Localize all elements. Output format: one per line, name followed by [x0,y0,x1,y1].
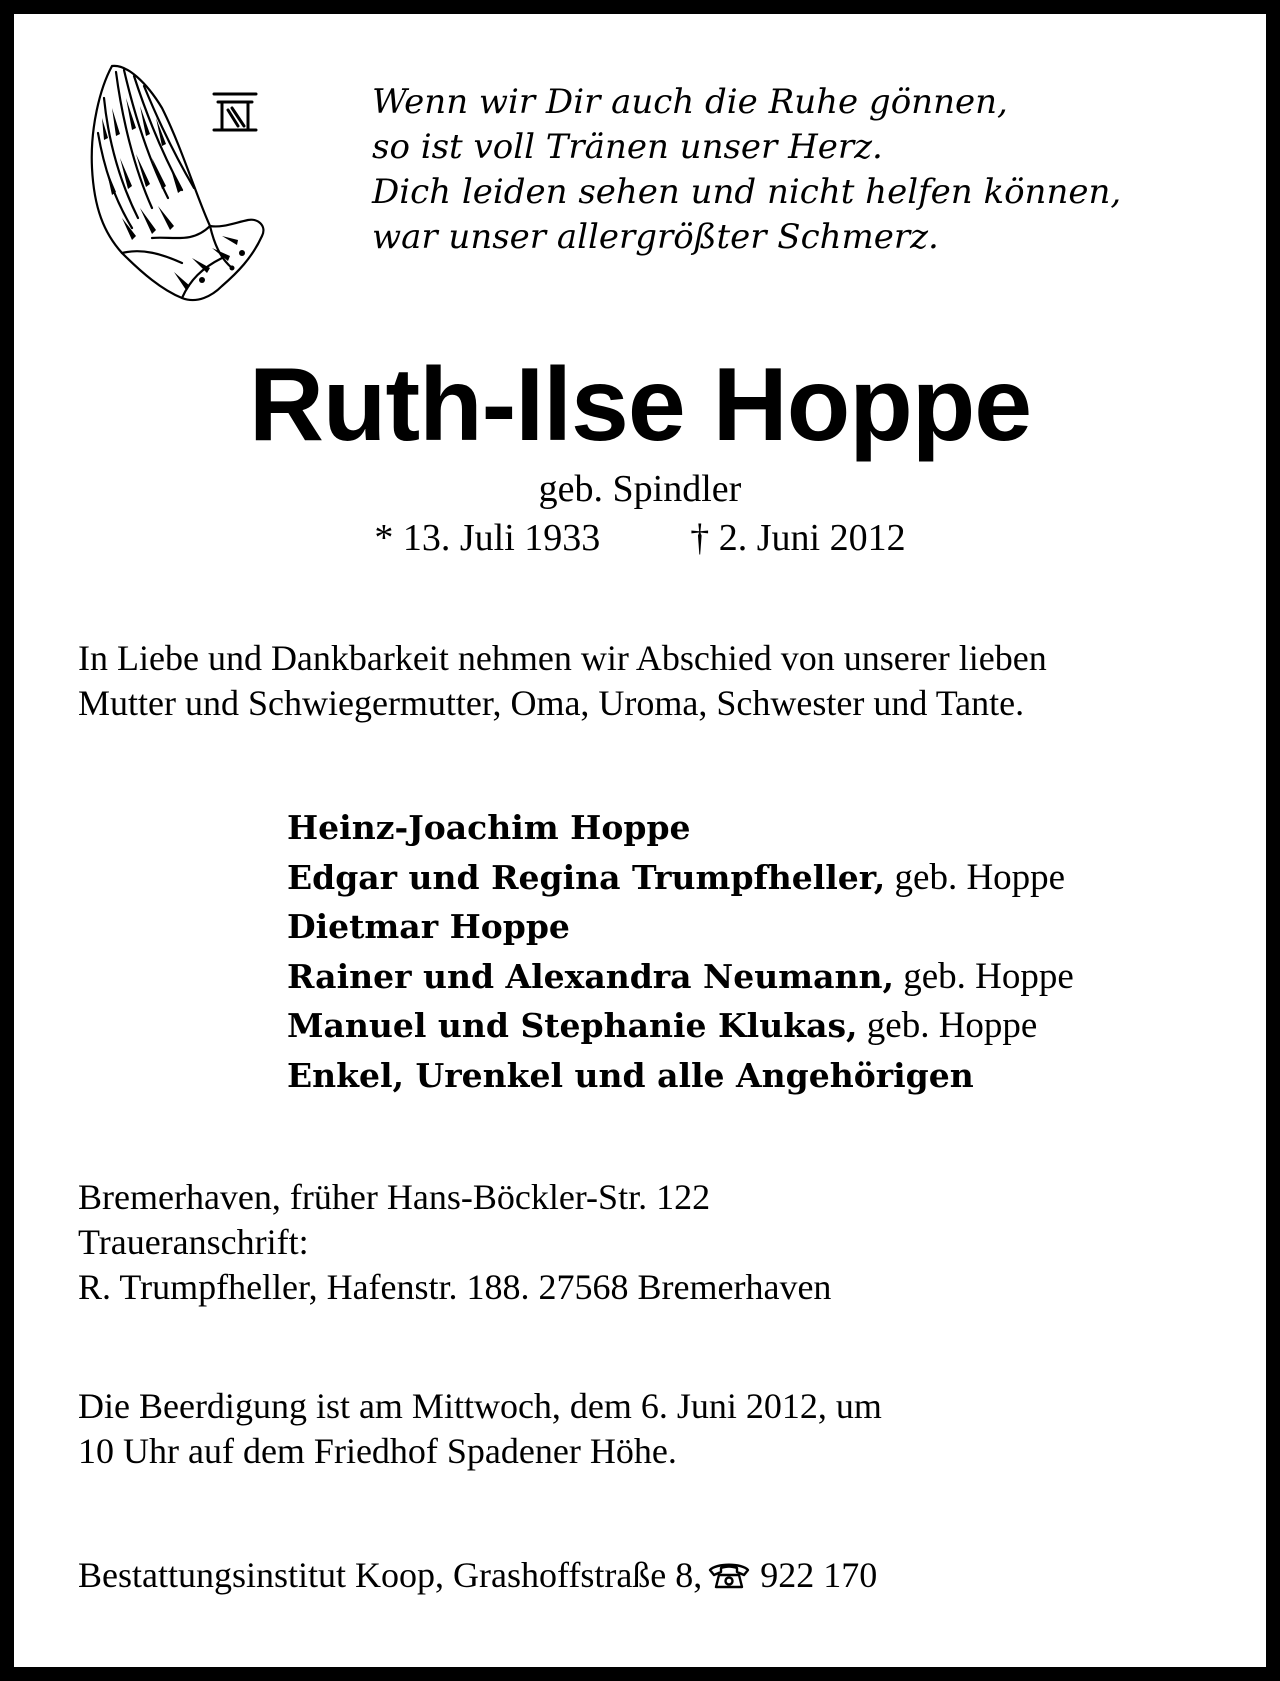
telephone-icon [706,1560,752,1590]
mourner-name: Dietmar Hoppe [287,907,570,946]
funeral-line: 10 Uhr auf dem Friedhof Spadener Höhe. [78,1431,677,1471]
mourner-name: Rainer und Alexandra Neumann, [287,956,894,996]
poem-line: so ist voll Tränen unser Herz. [372,127,883,167]
phone-number: 922 170 [760,1555,878,1595]
intro-text [78,636,1228,726]
mourner-row [287,803,1247,853]
mourner-suffix: geb. Hoppe [885,856,1066,898]
poem-line: Dich leiden sehen und nicht helfen können, [372,172,1122,212]
maiden-name: geb. Spindler [538,468,742,510]
mourner-row [287,1001,1247,1051]
poem-line: war unser allergrößter Schmerz. [372,217,939,257]
mourner-row [287,952,1247,1002]
undertaker-line [78,1553,1228,1598]
deceased-name: Ruth-Ilse Hoppe [248,347,1032,463]
address-line: R. Trumpfheller, Hafenstr. 188. 27568 Bremerhaven [78,1267,832,1307]
gravestone-icon [210,90,260,134]
mourner-row [287,1051,1247,1101]
mourner-name: Edgar und Regina Trumpfheller, [287,857,886,897]
intro-line: In Liebe und Dankbarkeit nehmen wir Abschied von unserer lieben [78,638,1047,678]
mourners-list [287,803,1247,1100]
poem-line: Wenn wir Dir auch die Ruhe gönnen, [372,82,1008,122]
poem [372,80,1232,260]
funeral-line: Die Beerdigung ist am Mittwoch, dem 6. Juni 2012, um [78,1386,882,1426]
mourner-name: Enkel, Urenkel und alle Angehörigen [287,1055,974,1095]
mourner-suffix: geb. Hoppe [857,1005,1038,1046]
death-date: † 2. Juni 2012 [690,517,906,559]
mourner-row [287,902,1247,952]
mourner-suffix: geb. Hoppe [893,955,1074,997]
undertaker-name: Bestattungsinstitut Koop, Grashoffstraße 8, [78,1555,703,1595]
funeral-notice [78,1384,1228,1474]
mourner-row [287,853,1247,903]
address-line: Traueranschrift: [78,1222,309,1262]
address-line: Bremerhaven, früher Hans-Böckler-Str. 122 [78,1177,711,1217]
birth-date: * 13. Juli 1933 [374,517,601,559]
mourner-name: Manuel und Stephanie Klukas, [287,1006,858,1045]
mourner-name: Heinz-Joachim Hoppe [287,808,691,847]
intro-line: Mutter und Schwiegermutter, Oma, Uroma, Schwester und Tante. [78,683,1025,723]
life-dates [0,515,1280,561]
address-block [78,1175,1228,1310]
